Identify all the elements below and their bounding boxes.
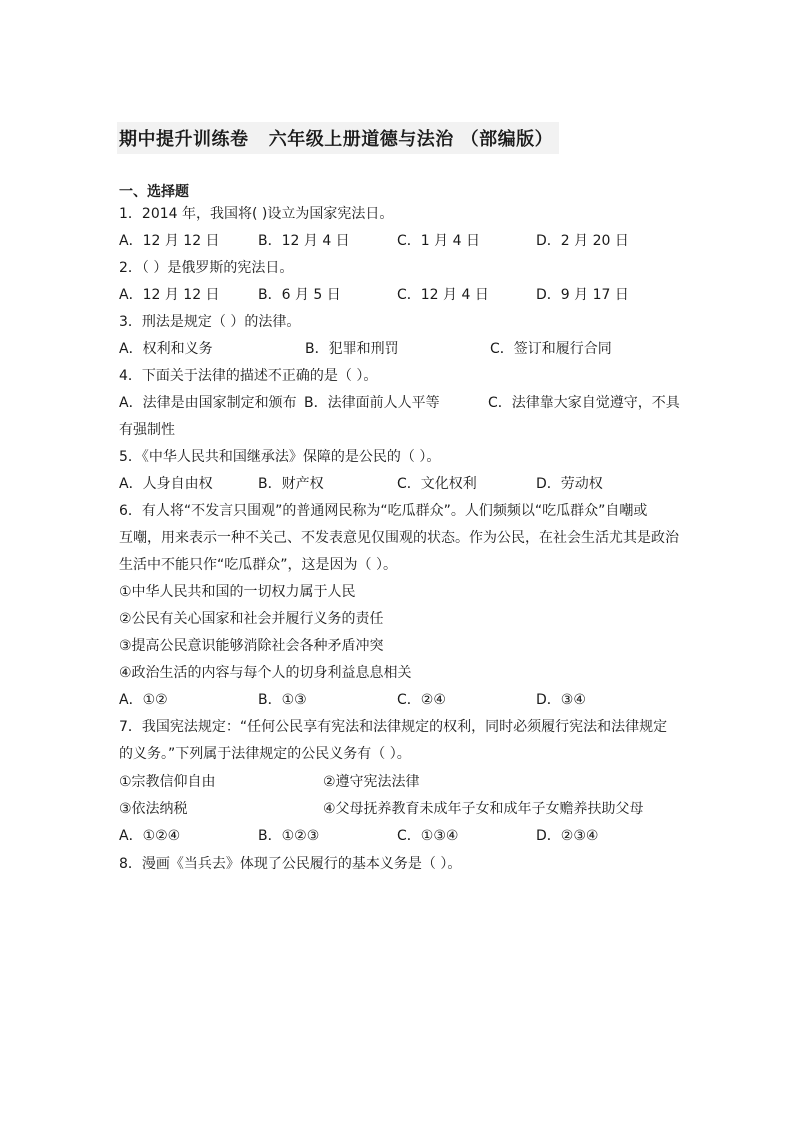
question-2-stem: 2．（ ）是俄罗斯的宪法日。 (119, 260, 294, 276)
page-title: 期中提升训练卷 六年级上册道德与法治 （部编版） (119, 129, 554, 150)
question-7-statement-1: ①宗教信仰自由 (119, 774, 216, 790)
question-6-option-c: C．②④ (397, 692, 446, 708)
question-4-option-c-continued: 有强制性 (119, 422, 175, 438)
question-7-option-c: C．①③④ (397, 828, 459, 844)
question-6-statement-4: ④政治生活的内容与每个人的切身利益息息相关 (119, 665, 412, 681)
question-8-stem: 8．漫画《当兵去》体现了公民履行的基本义务是（ ）。 (119, 856, 462, 872)
question-7-stem-line-1: 7．我国宪法规定：“任何公民享有宪法和法律规定的权利，同时必须履行宪法和法律规定 (119, 719, 668, 735)
section-heading: 一、选择题 (119, 184, 189, 200)
question-3-option-b: B．犯罪和刑罚 (305, 341, 399, 357)
question-1-option-a: A．12 月 12 日 (119, 233, 220, 249)
question-6-stem-line-3: 生活中不能只作“吃瓜群众”，这是因为（ ）。 (119, 557, 397, 573)
question-4-option-b: B．法律面前人人平等 (304, 395, 440, 411)
question-7-option-a: A．①②④ (119, 828, 181, 844)
question-3-option-a: A．权利和义务 (119, 341, 213, 357)
question-7-statement-3: ③依法纳税 (119, 801, 188, 817)
question-1-stem: 1．2014 年，我国将( )设立为国家宪法日。 (119, 206, 394, 222)
question-7-stem-line-2: 的义务。”下列属于法律规定的公民义务有（ ）。 (119, 746, 411, 762)
question-2-option-c: C．12 月 4 日 (397, 287, 489, 303)
question-5-option-d: D．劳动权 (536, 476, 603, 492)
question-7-statement-2: ②遵守宪法法律 (323, 774, 420, 790)
question-6-option-b: B．①③ (258, 692, 307, 708)
question-5-stem: 5．《中华人民共和国继承法》保障的是公民的（ ）。 (119, 449, 441, 465)
question-6-statement-2: ②公民有关心国家和社会并履行义务的责任 (119, 611, 384, 627)
question-7-option-b: B．①②③ (258, 828, 320, 844)
question-1-option-b: B．12 月 4 日 (258, 233, 350, 249)
question-6-stem-line-2: 互嘲，用来表示一种不关己、不发表意见仅围观的状态。作为公民，在社会生活尤其是政治 (119, 530, 679, 546)
question-7-option-d: D．②③④ (536, 828, 599, 844)
question-6-option-d: D．③④ (536, 692, 586, 708)
question-4-stem: 4．下面关于法律的描述不正确的是（ ）。 (119, 368, 378, 384)
question-5-option-c: C．文化权利 (397, 476, 477, 492)
question-5-option-b: B．财产权 (258, 476, 324, 492)
question-5-option-a: A．人身自由权 (119, 476, 213, 492)
question-6-statement-3: ③提高公民意识能够消除社会各种矛盾冲突 (119, 638, 384, 654)
question-6-statement-1: ①中华人民共和国的一切权力属于人民 (119, 584, 356, 600)
question-4-option-a: A．法律是由国家制定和颁布 (119, 395, 297, 411)
question-2-option-a: A．12 月 12 日 (119, 287, 220, 303)
question-4-option-c: C．法律靠大家自觉遵守，不具 (488, 395, 680, 411)
question-6-stem-line-1: 6．有人将“不发言只围观”的普通网民称为“吃瓜群众”。人们频频以“吃瓜群众”自嘲或 (119, 503, 648, 519)
question-1-option-d: D．2 月 20 日 (536, 233, 629, 249)
question-7-statement-4: ④父母抚养教育未成年子女和成年子女赡养扶助父母 (323, 801, 644, 817)
question-2-option-d: D．9 月 17 日 (536, 287, 629, 303)
question-1-option-c: C．1 月 4 日 (397, 233, 480, 249)
question-2-option-b: B．6 月 5 日 (258, 287, 341, 303)
question-3-option-c: C．签订和履行合同 (490, 341, 612, 357)
question-6-option-a: A．①② (119, 692, 168, 708)
title-block (117, 122, 559, 154)
question-3-stem: 3．刑法是规定（ ）的法律。 (119, 314, 301, 330)
